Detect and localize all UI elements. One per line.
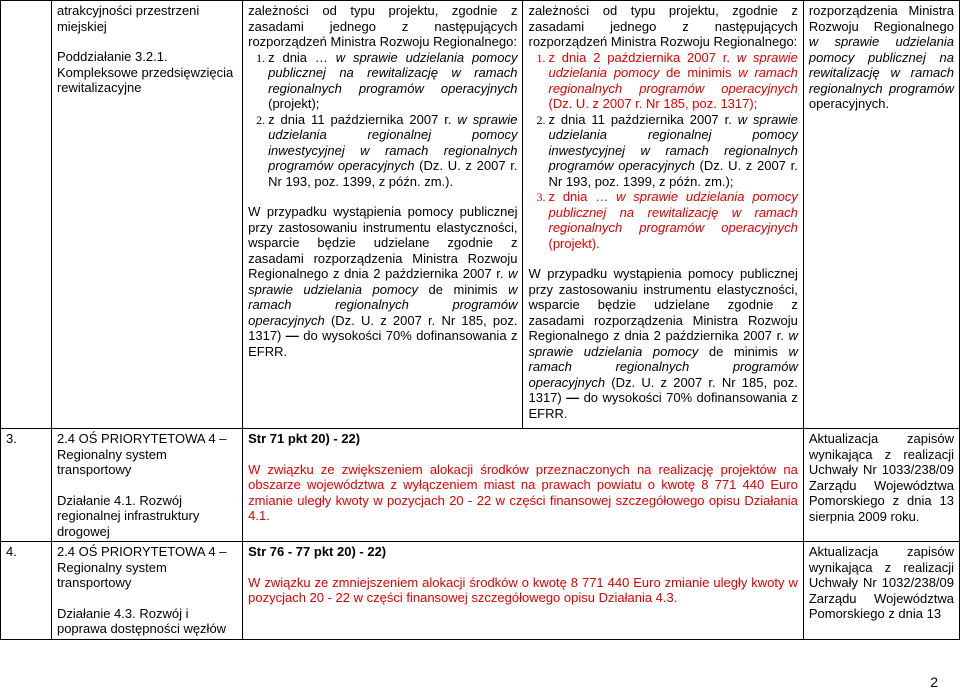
text: do wysokości 70% dofinansowania z EFRR. — [248, 328, 518, 359]
item-tail: (projekt); — [268, 96, 320, 111]
old-paragraph — [248, 204, 517, 359]
text: (Dz. U. z 2007 r. Nr 185, poz. 1317) — [528, 374, 798, 405]
item-text: de minimis — [659, 65, 739, 80]
item-italic: w sprawie udzielania regionalnej pomocy inwestycyjnej w ramach regionalnych programów operacyjnych — [268, 111, 518, 173]
item-italic: w ramach regionalnych programów operacyjnych — [548, 65, 798, 96]
action-name: Działanie 4.3. Rozwój i poprawa dostępności węzłów — [56, 605, 227, 636]
measure-cell — [51, 429, 242, 542]
item-italic: w sprawie udzielania regionalnej pomocy inwestycyjnej w ramach regionalnych programów operacyjnych — [548, 111, 798, 173]
old-intro: zależności od typu projektu, zgodnie z zasadami jednego z następujących rozporządzeń Ministra Rozwoju Regionalnego: — [248, 3, 518, 49]
text: (Dz. U. z 2007 r. Nr 185, poz. 1317) — [248, 312, 518, 343]
list-item — [548, 112, 797, 190]
dash: — — [285, 328, 299, 343]
text: do wysokości 70% dofinansowania z EFRR. — [528, 390, 798, 421]
page-reference: Str 71 pkt 20) - 22) — [248, 431, 361, 446]
text-italic: w sprawie udzielania pomocy publicznej na rewitalizację w ramach regionalnych programów — [808, 34, 954, 96]
measure-line: Kompleksowe przedsięwzięcia rewitalizacyjne — [56, 64, 234, 95]
measure-line: atrakcyjności przestrzeni miejskiej — [56, 3, 200, 34]
priority-axis: 2.4 OŚ PRIORYTETOWA 4 – Regionalny system transportowy — [56, 544, 227, 590]
item-italic: w sprawie udzielania pomocy — [548, 49, 798, 80]
text: de minimis — [698, 343, 789, 359]
text: rozporządzenia Ministra Rozwoju Regionalnego — [808, 3, 954, 34]
action-name: Działanie 4.1. Rozwój regionalnej infrastruktury drogowej — [56, 492, 200, 539]
item-text: z dnia … — [268, 49, 336, 65]
measure-line: Poddziałanie 3.2.1. — [56, 49, 168, 64]
text-italic: w sprawie udzielania pomocy — [248, 266, 518, 297]
text: W przypadku wystąpienia pomocy publicznej przy zastosowaniu instrumentu elastyczności, wsparcie będzie udzielane zgodnie z zasadami rozporządzenia Ministra Rozwoju Regionalnego z dnia 2 października 2007 r. — [248, 204, 518, 281]
change-cell — [243, 429, 804, 542]
change-description: W związku ze zmniejszeniem alokacji środków o kwotę 8 771 440 Euro zmianie uległy kwoty w pozycjach 20 - 22 w części finansowej szczegółowego opisu Działania 4.3. — [248, 574, 798, 605]
justification-cell — [803, 1, 959, 429]
change-cell — [243, 542, 804, 640]
item-text: z dnia 11 października 2007 r. — [268, 111, 458, 127]
item-text: z dnia 11 października 2007 r. — [548, 111, 738, 127]
justification-cell: Aktualizacja zapisów wynikająca z realizacji Uchwały Nr 1033/238/09 Zarządu Województwa Pomorskiego z dnia 13 sierpnia 2009 roku. — [803, 429, 959, 542]
old-text-cell — [243, 1, 523, 429]
table-row — [1, 542, 960, 640]
change-description: W związku ze zwiększeniem alokacji środków przeznaczonych na realizację projektów na obszarze województwa z wyłączeniem miast na prawach powiatu o kwotę 8 771 440 Euro zmianie uległy kwoty w pozycjach 20 - 22 w części finansowej szczegółowego opisu Działania 4.1. — [248, 461, 798, 523]
item-tail: (Dz. U. z 2007 r. Nr 193, poz. 1399, z późn. zm.); — [548, 158, 798, 189]
item-tail: (Dz. U. z 2007 r. Nr 185, poz. 1317); — [548, 96, 758, 111]
justification-text — [809, 3, 954, 112]
row-number-cell — [1, 1, 52, 429]
measure-cell — [51, 1, 242, 429]
item-text: z dnia … — [548, 189, 617, 204]
new-paragraph — [528, 266, 797, 421]
text-italic: w ramach regionalnych programów operacyjnych — [248, 281, 518, 328]
list-item — [548, 189, 797, 251]
text: W przypadku wystąpienia pomocy publicznej przy zastosowaniu instrumentu elastyczności, wsparcie będzie udzielane zgodnie z zasadami rozporządzenia Ministra Rozwoju Regionalnego z dnia 2 października 2007 r. — [528, 266, 798, 343]
text-italic: w ramach regionalnych programów operacyjnych — [528, 343, 798, 390]
text-italic: w sprawie udzielania pomocy — [528, 328, 798, 359]
item-tail: (projekt). — [548, 235, 600, 251]
row-number-cell: 4. — [1, 542, 52, 640]
list-item — [268, 50, 517, 112]
text: operacyjnych. — [808, 96, 890, 111]
item-italic: w sprawie udzielania pomocy publicznej na rewitalizację w ramach regionalnych programów operacyjnych — [268, 49, 518, 96]
priority-axis: 2.4 OŚ PRIORYTETOWA 4 – Regionalny system transportowy — [56, 431, 227, 477]
item-text: z dnia 2 października 2007 r. — [548, 49, 737, 65]
new-intro: zależności od typu projektu, zgodnie z zasadami jednego z następujących rozporządzeń Ministra Rozwoju Regionalnego: — [528, 3, 798, 49]
measure-cell — [51, 542, 242, 640]
page-reference: Str 76 - 77 pkt 20) - 22) — [248, 544, 387, 559]
dash: — — [566, 390, 580, 405]
item-italic: w sprawie udzielania pomocy publicznej na rewitalizację w ramach regionalnych programów operacyjnych — [548, 189, 798, 235]
justification-cell: Aktualizacja zapisów wynikająca z realizacji Uchwały Nr 1032/238/09 Zarządu Województwa Pomorskiego z dnia 13 — [803, 542, 959, 640]
table-row — [1, 429, 960, 542]
text: de minimis — [418, 281, 509, 297]
list-item — [548, 50, 797, 112]
new-text-cell — [523, 1, 803, 429]
row-number-cell: 3. — [1, 429, 52, 542]
page-number: 2 — [930, 674, 938, 690]
item-tail: (Dz. U. z 2007 r. Nr 193, poz. 1399, z późn. zm.). — [268, 158, 518, 189]
new-regulation-list — [528, 50, 797, 252]
list-item — [268, 112, 517, 190]
table-row — [1, 1, 960, 429]
old-regulation-list — [248, 50, 517, 190]
